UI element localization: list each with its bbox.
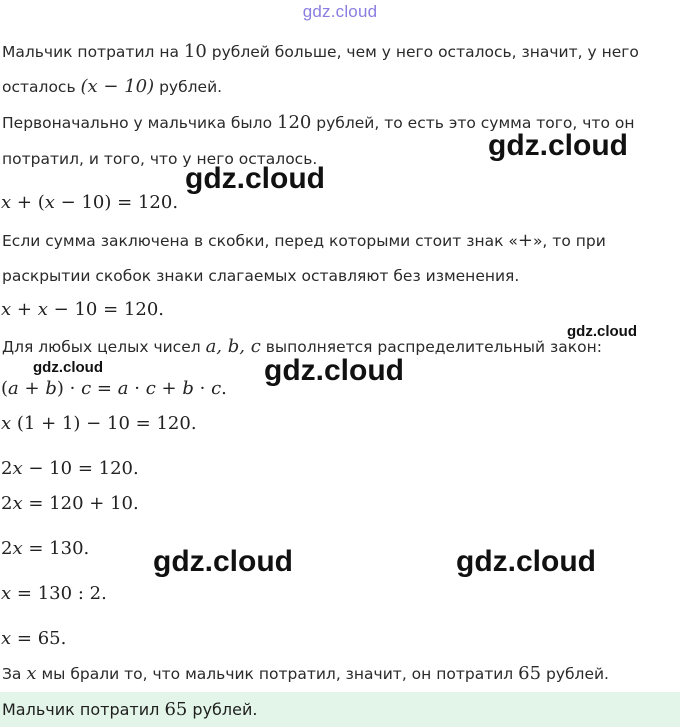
equation-6: 2x = 120 + 10. <box>1 493 139 514</box>
math-expression: (x − 10) <box>80 76 155 97</box>
paragraph-spent-more <box>2 42 639 62</box>
equation-distributive: (a + b) · c = a · c + b · c. <box>1 378 227 399</box>
text: рублей. <box>541 665 609 683</box>
text: выполняется распределительный закон: <box>260 338 602 356</box>
text: Мальчик потратил <box>2 700 165 719</box>
equation-2: x + x − 10 = 120. <box>1 299 164 320</box>
paragraph-bracket-rule-cont <box>2 266 519 286</box>
text: За <box>2 665 27 683</box>
watermark: gdz.cloud <box>264 354 404 387</box>
equation-9: x = 65. <box>1 628 67 649</box>
math-number: 65 <box>164 699 188 720</box>
text: осталось <box>2 78 81 96</box>
text: рублей больше, чем у него осталось, значит, у него <box>206 43 639 61</box>
paragraph-bracket-rule <box>2 231 606 251</box>
watermark: gdz.cloud <box>33 359 103 376</box>
text: раскрытии скобок знаки слагаемых оставляют без изменения. <box>2 267 520 285</box>
math-variable: x <box>26 663 37 684</box>
math-variables: a, b, c <box>205 336 261 357</box>
watermark: gdz.cloud <box>153 545 293 578</box>
paragraph-spent-more-cont <box>2 77 222 97</box>
text: Для любых целых чисел <box>2 338 206 356</box>
watermark: gdz.cloud <box>456 545 596 578</box>
answer-box <box>0 692 680 727</box>
text: », то при <box>532 232 606 250</box>
text: мы брали то, что мальчик потратил, значит, он потратил <box>36 665 519 683</box>
text: рублей. <box>187 700 258 719</box>
watermark: gdz.cloud <box>488 129 628 162</box>
math-number: 10 <box>183 41 207 62</box>
equation-4: x (1 + 1) − 10 = 120. <box>1 413 197 434</box>
math-number: 65 <box>518 663 542 684</box>
equation-8: x = 130 : 2. <box>1 583 107 604</box>
math-number: 120 <box>277 112 312 133</box>
equation-7: 2x = 130. <box>1 538 90 559</box>
watermark: gdz.cloud <box>567 323 637 340</box>
text: Если сумма заключена в скобки, перед которыми стоит знак « <box>2 232 518 250</box>
text: Первоначально у мальчика было <box>2 114 277 132</box>
text: рублей. <box>154 78 223 96</box>
text: потратил, и того, что у него осталось. <box>2 150 318 168</box>
watermark: gdz.cloud <box>185 162 325 195</box>
answer-text <box>2 699 257 720</box>
header-watermark: gdz.cloud <box>302 2 378 21</box>
equation-5: 2x − 10 = 120. <box>1 458 139 479</box>
math-plus: + <box>517 230 533 251</box>
text: Мальчик потратил на <box>2 43 184 61</box>
text: рублей, то есть это сумма того, что он <box>311 114 635 132</box>
paragraph-conclusion <box>2 664 609 684</box>
equation-1: x + (x − 10) = 120. <box>1 192 179 213</box>
